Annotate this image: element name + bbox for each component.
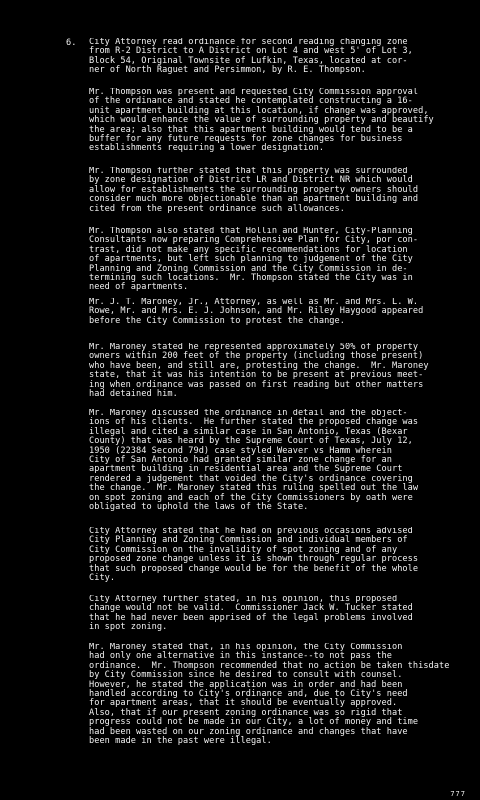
text-line: Also, that if our present zoning ordinance was so rigid that <box>89 707 403 718</box>
text-line: unit apartment building at this location, if change was approved, <box>89 105 429 116</box>
text-line: ner of North Raguet and Persimmon, by R. E. Thompson. <box>89 65 366 76</box>
text-line: change would not be valid. Commissioner Jack W. Tucker stated <box>89 603 413 614</box>
paragraph-planning-consultants <box>89 227 480 293</box>
text-line: on spot zoning and each of the City Commissioners by oath were <box>89 492 413 503</box>
text-line: by City Commission since he desired to consult with counsel. <box>89 670 403 681</box>
text-line: termining such locations. Mr. Thompson stated the City was in <box>89 273 413 284</box>
text-line: ordinance. Mr. Thompson recommended that no action be taken thisdate <box>89 660 450 671</box>
text-line: City Planning and Zoning Commission and individual members of <box>89 535 408 546</box>
text-line: City Attorney read ordinance for second reading changing zone <box>89 38 408 47</box>
text-line: 1950 (22384 Second 79d) case styled Weaver vs Hamm wherein <box>89 445 392 456</box>
text-line: proposed zone change unless it is shown through regular process <box>89 554 419 565</box>
text-line: Block 54, Original Townsite of Lufkin, Texas, located at cor- <box>89 55 408 66</box>
text-line: been made in the past were illegal. <box>89 736 272 747</box>
text-line: trast, did not make any specific recommendations for location <box>89 244 408 255</box>
text-line: cited from the present ordinance such allowances. <box>89 203 345 214</box>
paragraph-maroney-legal-objections <box>89 409 480 512</box>
text-line: City Attorney stated that he had on previous occasions advised <box>89 527 413 536</box>
text-line: which would enhance the value of surrounding property and beautify <box>89 115 434 126</box>
text-line: from R-2 District to A District on Lot 4 and west 5' of Lot 3, <box>89 46 413 57</box>
text-line: Consultants now preparing Comprehensive Plan for City, por con- <box>89 235 419 246</box>
text-line: City of San Antonio had granted similar zone change for an <box>89 455 392 466</box>
text-line: that such proposed change would be for the benefit of the whole <box>89 563 419 574</box>
text-line: buffer for any future requests for zone changes for business <box>89 134 403 145</box>
text-line: Mr. Maroney stated that, in his opinion, the City Commission <box>89 643 403 652</box>
text-line: need of apartments. <box>89 282 189 293</box>
text-line: ions of his clients. He further stated the proposed change was <box>89 417 419 428</box>
text-line: However, he stated the application was in order and had been <box>89 679 403 690</box>
item-number: 6. <box>66 38 77 48</box>
text-line: City Attorney further stated, in his opinion, this proposed <box>89 595 398 604</box>
paragraph-thompson-request <box>89 88 480 154</box>
text-line: had been wasted on our zoning ordinance and changes that have <box>89 726 408 737</box>
page-number: 777 <box>450 790 466 798</box>
text-line: had only one alternative in this instance--to not pass the <box>89 651 392 662</box>
text-line: Mr. J. T. Maroney, Jr., Attorney, as well as Mr. and Mrs. L. W. <box>89 298 419 307</box>
paragraph-zone-change-reading <box>89 38 480 76</box>
text-line: by zone designation of District LR and District NR which would <box>89 175 413 186</box>
text-line: state, that it was his intention to be present at previous meet- <box>89 370 424 381</box>
text-line: Mr. Thompson was present and requested City Commission approval <box>89 88 419 97</box>
text-line: illegal and cited a similar case in San Antonio, Texas (Bexar <box>89 426 408 437</box>
text-line: obligated to uphold the laws of the State. <box>89 502 309 513</box>
paragraph-maroney-alternative <box>89 643 480 746</box>
text-line: that he had never been apprised of the legal problems involved <box>89 612 413 623</box>
text-line: ing when ordinance was passed on first reading but other matters <box>89 379 424 390</box>
text-line: Mr. Maroney discussed the ordinance in detail and the object- <box>89 409 408 418</box>
text-line: allow for establishments the surrounding property owners should <box>89 184 419 195</box>
text-line: for apartment areas, that it should be eventually approved. <box>89 698 398 709</box>
text-line: of the ordinance and stated he contemplated constructing a 16- <box>89 96 413 107</box>
text-line: progress could not be made in our City, a lot of money and time <box>89 717 419 728</box>
text-line: the area; also that this apartment building would tend to be a <box>89 124 413 135</box>
paragraph-city-attorney-advice <box>89 527 480 583</box>
text-line: Planning and Zoning Commission and the City Commission in de- <box>89 263 408 274</box>
paragraph-maroney-representation <box>89 343 480 399</box>
paragraph-surrounding-districts <box>89 167 480 214</box>
text-line: handled according to City's ordinance and, due to City's need <box>89 689 408 700</box>
text-line: Rowe, Mr. and Mrs. E. J. Johnson, and Mr. Riley Haygood appeared <box>89 306 424 317</box>
text-line: City. <box>89 573 116 584</box>
text-line: owners within 200 feet of the property (including those present) <box>89 351 424 362</box>
text-line: who have been, and still are, protesting the change. Mr. Maroney <box>89 360 429 371</box>
text-line: County) that was heard by the Supreme Court of Texas, July 12, <box>89 436 413 447</box>
paragraph-city-attorney-opinion <box>89 595 480 633</box>
text-line: had detained him. <box>89 389 178 400</box>
text-line: of apartments, but left such planning to judgement of the City <box>89 254 413 265</box>
text-line: rendered a judgement that voided the City's ordinance covering <box>89 473 413 484</box>
text-line: City Commission on the invalidity of spot zoning and of any <box>89 544 398 555</box>
text-line: Mr. Thompson further stated that this property was surrounded <box>89 167 408 176</box>
paragraph-protesters <box>89 298 480 326</box>
text-line: in spot zoning. <box>89 622 168 633</box>
text-line: Mr. Thompson also stated that Hollin and Hunter, City-Planning <box>89 227 413 236</box>
text-line: consider much more objectionable than an apartment building and <box>89 194 419 205</box>
text-line: establishments requiring a lower designation. <box>89 143 325 154</box>
text-line: the change. Mr. Maroney stated this ruling spelled out the law <box>89 483 419 494</box>
text-line: Mr. Maroney stated he represented approximately 50% of property <box>89 343 419 352</box>
text-line: apartment building in residential area and the Supreme Court <box>89 464 403 475</box>
text-line: before the City Commission to protest the change. <box>89 315 345 326</box>
